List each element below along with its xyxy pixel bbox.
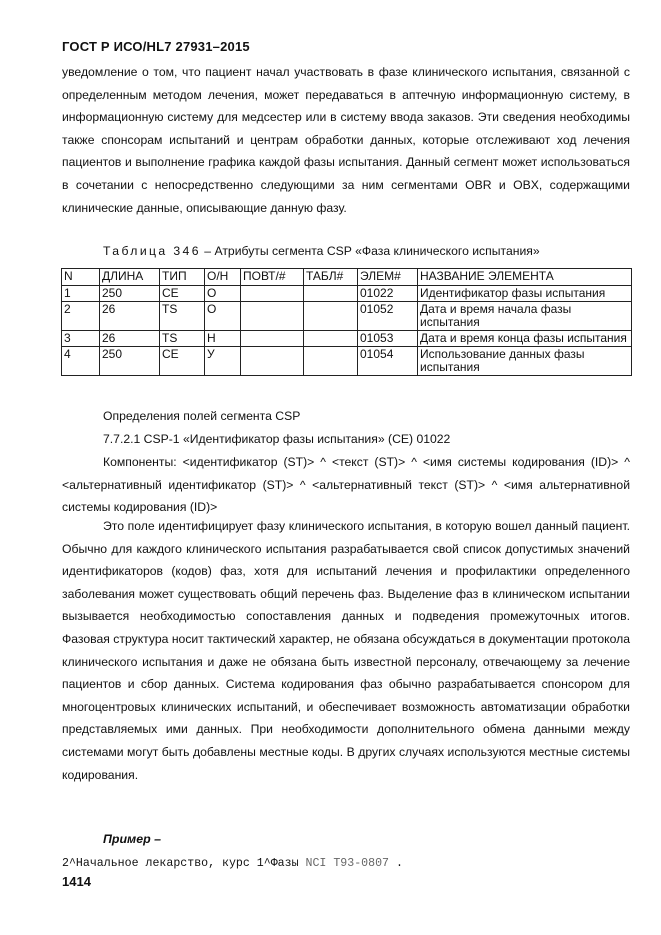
table-caption-label: Таблица 346 (103, 244, 201, 258)
cell-type: TS (160, 331, 205, 347)
cell-element: 01053 (358, 331, 418, 347)
col-header-repeat: ПОВТ/# (241, 269, 304, 286)
cell-element-name: Использование данных фазы испытания (418, 347, 632, 376)
table-caption (103, 244, 540, 258)
table-header-row (62, 269, 632, 286)
cell-element-name: Дата и время конца фазы испытания (418, 331, 632, 347)
cell-length: 26 (100, 331, 160, 347)
cell-table (304, 286, 358, 302)
intro-paragraph: уведомление о том, что пациент начал участвовать в фазе клинического испытания, связанной с определенным методом лечения, может передаваться в аптечную информационную систему, в информационную систему для медсестер или в систему ввода заказов. Эти сведения необходимы также спонсорам испытаний и центрам обработки данных, которые отслеживают ход лечения пациентов и выполнение графика каждой фазы испытания. Данный сегмент может использоваться в сочетании с непосредственно следующими за ним сегментами OBR и OBX, содержащими клинические данные, описывающие данную фазу. (62, 65, 630, 215)
page-number: 1414 (62, 874, 91, 889)
cell-n: 3 (62, 331, 100, 347)
col-header-optionality: О/Н (205, 269, 241, 286)
table-row (62, 347, 632, 376)
cell-repeat (241, 286, 304, 302)
table-caption-text: Атрибуты сегмента CSP «Фаза клинического испытания» (214, 244, 540, 258)
cell-table (304, 331, 358, 347)
cell-repeat (241, 347, 304, 376)
table-row (62, 302, 632, 331)
cell-table (304, 347, 358, 376)
example-code-end: . (389, 857, 403, 870)
cell-table (304, 302, 358, 331)
description-paragraph: Это поле идентифицирует фазу клинического испытания, в которую вошел данный пациент. Обычно для каждого клинического испытания разрабатывается свой список допустимых значений идентификаторов (кодов) фаз, хотя для испытаний лечения и профилактики определенного заболевания может существовать общий перечень фаз. Выделение фаз в клиническом испытании вызывается необходимостью сопоставления данных и подведения промежуточных итогов. Фазовая структура носит тактический характер, не обязана обсуждаться в документации протокола клинического испытания и даже не обязана быть известной персоналу, отвечающему за лечение пациентов и сбор данных. Система кодирования фаз обычно разрабатывается спонсором для многоцентровых клинических испытаний, и обеспечивает возможность автоматизации обработки представляемых ими данных. При необходимости дополнительного обмена данными между системами могут быть добавлены местные коды. В других случаях используются местные системы кодирования. (62, 519, 630, 782)
cell-length: 250 (100, 347, 160, 376)
col-header-length: ДЛИНА (100, 269, 160, 286)
cell-n: 1 (62, 286, 100, 302)
cell-repeat (241, 331, 304, 347)
field-definitions-title: Определения полей сегмента CSP (103, 409, 301, 423)
table-row (62, 286, 632, 302)
standard-header: ГОСТ Р ИСО/HL7 27931–2015 (62, 39, 250, 54)
col-header-element: ЭЛЕМ# (358, 269, 418, 286)
components-paragraph: Компоненты: <идентификатор (ST)> ^ <текст (ST)> ^ <имя системы кодирования (ID)> ^ <альтернативный идентификатор (ST)> ^ <альтернативный текст (ST)> ^ <имя альтернативной системы кодирования (ID)> (62, 455, 630, 515)
cell-optionality: О (205, 302, 241, 331)
cell-type: CE (160, 286, 205, 302)
col-header-element-name: НАЗВАНИЕ ЭЛЕМЕНТА (418, 269, 632, 286)
cell-n: 4 (62, 347, 100, 376)
cell-element: 01022 (358, 286, 418, 302)
table-caption-dash: – (204, 244, 212, 258)
cell-n: 2 (62, 302, 100, 331)
cell-repeat (241, 302, 304, 331)
table-row (62, 331, 632, 347)
cell-type: CE (160, 347, 205, 376)
cell-element: 01054 (358, 347, 418, 376)
example-code-muted: NCI T93-0807 (305, 857, 390, 870)
example-label: Пример – (103, 832, 162, 846)
cell-element-name: Идентификатор фазы испытания (418, 286, 632, 302)
col-header-type: ТИП (160, 269, 205, 286)
cell-optionality: О (205, 286, 241, 302)
cell-element: 01052 (358, 302, 418, 331)
cell-length: 26 (100, 302, 160, 331)
cell-optionality: У (205, 347, 241, 376)
col-header-table: ТАБЛ# (304, 269, 358, 286)
cell-type: TS (160, 302, 205, 331)
field-heading: 7.7.2.1 CSP-1 «Идентификатор фазы испытания» (CE) 01022 (103, 432, 451, 446)
cell-optionality: Н (205, 331, 241, 347)
cell-length: 250 (100, 286, 160, 302)
example-code-main: 2^Начальное лекарство, курс 1^Фазы (62, 857, 306, 870)
cell-element-name: Дата и время начала фазы испытания (418, 302, 632, 331)
csp-attributes-table (61, 268, 632, 376)
example-code (62, 857, 403, 870)
col-header-n: N (62, 269, 100, 286)
